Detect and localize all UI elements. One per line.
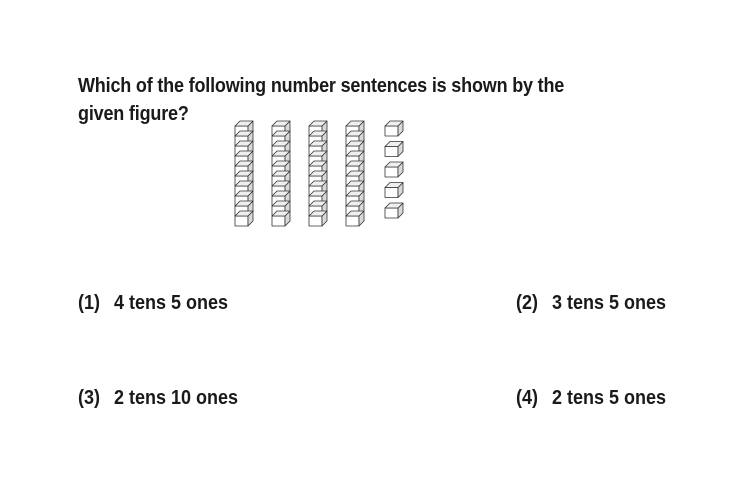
ones-cube	[385, 203, 403, 218]
question-line-2: given figure?	[78, 103, 189, 125]
tens-rod	[272, 121, 290, 226]
unit-cube-front	[385, 126, 398, 136]
option-1-number: (1)	[78, 292, 101, 314]
option-3-text: 2 tens 10 ones	[114, 387, 239, 409]
question-line-1: Which of the following number sentences is shown by the	[78, 75, 565, 97]
rod-cube-front	[346, 216, 359, 226]
option-1-text: 4 tens 5 ones	[114, 292, 229, 314]
tens-rod	[309, 121, 327, 226]
tens-rod	[346, 121, 364, 226]
base-ten-blocks-svg	[232, 118, 422, 238]
option-2-text: 3 tens 5 ones	[552, 292, 667, 314]
option-4-number: (4)	[516, 387, 539, 409]
base-ten-blocks-figure	[232, 118, 422, 238]
rod-cube-front	[309, 216, 322, 226]
option-2-number: (2)	[516, 292, 539, 314]
ones-cube	[385, 142, 403, 157]
unit-cube-front	[385, 147, 398, 157]
option-3-number: (3)	[78, 387, 101, 409]
ones-cube	[385, 183, 403, 198]
option-4[interactable]	[516, 387, 666, 410]
unit-cube-front	[385, 188, 398, 198]
option-1[interactable]	[78, 292, 228, 315]
option-4-text: 2 tens 5 ones	[552, 387, 667, 409]
unit-cube-front	[385, 208, 398, 218]
ones-cube	[385, 121, 403, 136]
tens-rod	[235, 121, 253, 226]
option-2[interactable]	[516, 292, 666, 315]
ones-cube	[385, 162, 403, 177]
rod-cube-front	[272, 216, 285, 226]
rod-cube-front	[235, 216, 248, 226]
unit-cube-front	[385, 167, 398, 177]
option-3[interactable]	[78, 387, 238, 410]
